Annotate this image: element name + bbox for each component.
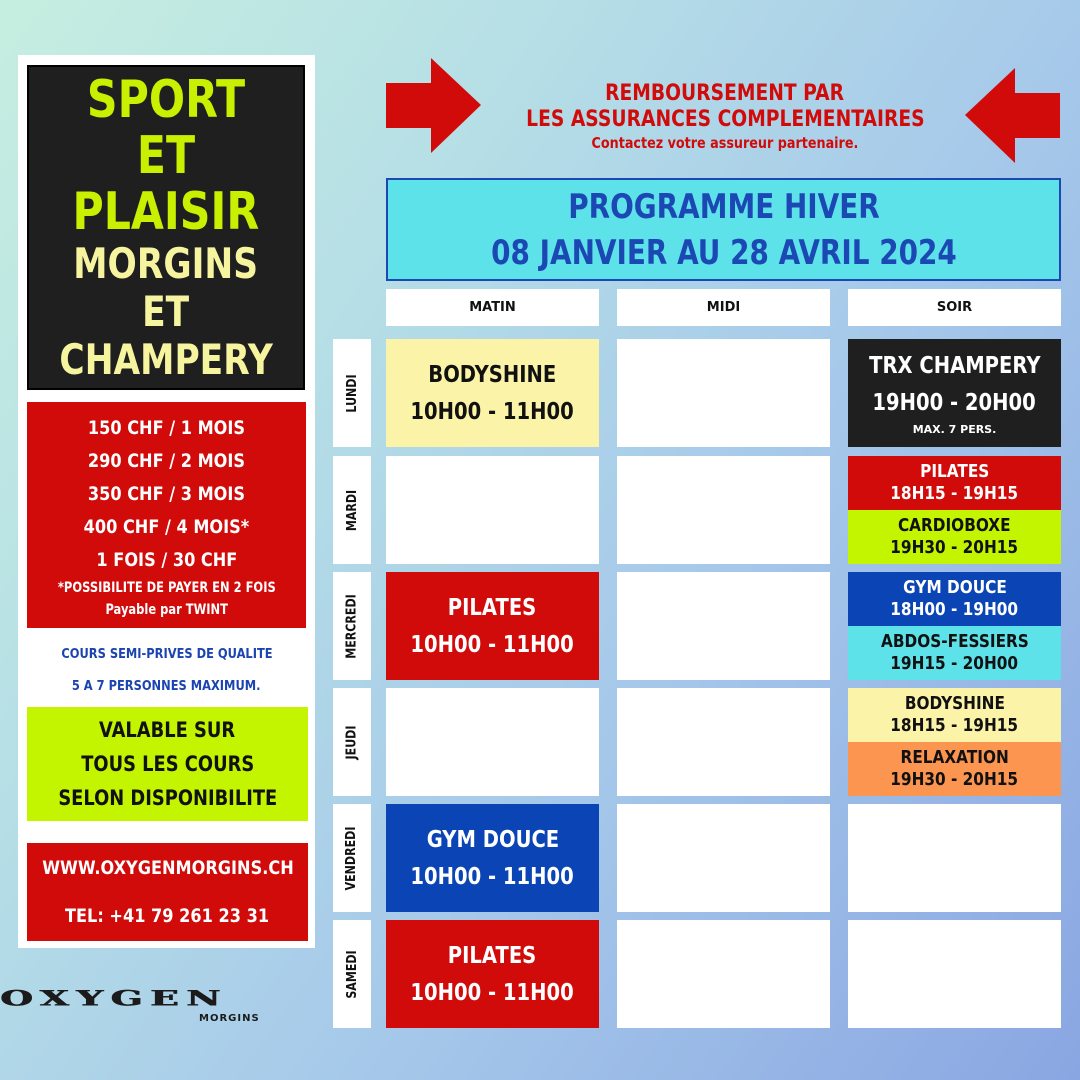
price-item: 400 CHF / 4 MOIS* (83, 516, 250, 538)
oxygen-logo (0, 985, 308, 1027)
empty-slot (848, 804, 1061, 912)
empty-slot (617, 456, 830, 564)
class-time: 18H15 - 19H15 (890, 715, 1019, 736)
class-mardi-soir-pilates[interactable] (848, 456, 1061, 510)
class-time: 10H00 - 11H00 (410, 980, 575, 1006)
class-time: 18H15 - 19H15 (890, 483, 1019, 504)
website-link[interactable]: WWW.OXYGENMORGINS.CH (41, 857, 294, 879)
class-name: BODYSHINE (904, 693, 1005, 714)
empty-slot (386, 456, 599, 564)
day-label-lundi (333, 339, 371, 447)
empty-slot (386, 688, 599, 796)
price-note: Payable par TWINT (105, 602, 228, 618)
reimbursement-contact: Contactez votre assureur partenaire. (591, 134, 859, 152)
price-item: 1 FOIS / 30 CHF (96, 549, 237, 571)
arrow-right-icon (386, 58, 481, 153)
day-label-text: VENDREDI (344, 826, 360, 890)
price-item: 150 CHF / 1 MOIS (87, 417, 246, 439)
class-mercredi-soir-abdos[interactable] (848, 626, 1061, 680)
day-label-mercredi (333, 572, 371, 680)
programme-title: PROGRAMME HIVER (567, 186, 880, 227)
column-header-soir: SOIR (848, 289, 1061, 326)
class-name: BODYSHINE (428, 362, 557, 388)
semi-private-line: COURS SEMI-PRIVES DE QUALITE (60, 647, 273, 662)
programme-dates: 08 JANVIER AU 28 AVRIL 2024 (490, 232, 957, 273)
class-time: 19H15 - 20H00 (890, 653, 1019, 674)
title-line: SPORT ET (86, 69, 246, 186)
price-item: 350 CHF / 3 MOIS (87, 483, 246, 505)
title-line: ET (142, 286, 190, 336)
semi-private-line: 5 A 7 PERSONNES MAXIMUM. (72, 679, 261, 694)
class-name: PILATES (448, 595, 537, 621)
valable-box (27, 707, 308, 821)
day-label-text: LUNDI (344, 373, 360, 413)
class-name: PILATES (919, 461, 990, 482)
semi-private-info (27, 638, 306, 704)
empty-slot (848, 920, 1061, 1028)
column-header-midi: MIDI (617, 289, 830, 326)
day-label-text: MERCREDI (344, 593, 360, 659)
empty-slot (617, 339, 830, 447)
class-time: 19H30 - 20H15 (890, 537, 1019, 558)
class-mardi-soir-cardioboxe[interactable] (848, 510, 1061, 564)
class-name: GYM DOUCE (902, 577, 1007, 598)
class-time: 10H00 - 11H00 (410, 864, 575, 890)
class-name: ABDOS-FESSIERS (880, 631, 1029, 652)
day-label-text: MARDI (344, 489, 360, 531)
class-time: 10H00 - 11H00 (410, 399, 575, 425)
class-samedi-matin[interactable] (386, 920, 599, 1028)
class-note: MAX. 7 PERS. (912, 423, 997, 436)
reimbursement-line: REMBOURSEMENT PAR (605, 81, 845, 106)
arrow-left-icon (965, 68, 1060, 163)
valable-line: TOUS LES COURS (81, 752, 254, 776)
class-vendredi-matin[interactable] (386, 804, 599, 912)
class-time: 10H00 - 11H00 (410, 632, 575, 658)
class-mercredi-matin[interactable] (386, 572, 599, 680)
title-line: PLAISIR (72, 181, 260, 242)
class-jeudi-soir-bodyshine[interactable] (848, 688, 1061, 742)
title-line: CHAMPERY (59, 334, 273, 384)
valable-line: SELON DISPONIBILITE (58, 786, 277, 810)
day-label-text: SAMEDI (344, 949, 360, 999)
price-note: *POSSIBILITE DE PAYER EN 2 FOIS (57, 580, 276, 596)
column-header-matin: MATIN (386, 289, 599, 326)
class-lundi-matin[interactable] (386, 339, 599, 447)
valable-line: VALABLE SUR (99, 718, 236, 742)
price-item: 290 CHF / 2 MOIS (87, 450, 246, 472)
class-lundi-soir[interactable] (848, 339, 1061, 447)
empty-slot (617, 804, 830, 912)
reimbursement-line: LES ASSURANCES COMPLEMENTAIRES (525, 107, 925, 132)
day-label-jeudi (333, 688, 371, 796)
class-name: PILATES (448, 943, 537, 969)
day-label-samedi (333, 920, 371, 1028)
class-jeudi-soir-relaxation[interactable] (848, 742, 1061, 796)
class-mercredi-soir-gym-douce[interactable] (848, 572, 1061, 626)
day-label-text: JEUDI (344, 725, 360, 759)
class-name: GYM DOUCE (426, 827, 559, 853)
reimbursement-notice (490, 78, 960, 156)
empty-slot (617, 688, 830, 796)
day-label-mardi (333, 456, 371, 564)
programme-banner (386, 178, 1061, 281)
class-name: CARDIOBOXE (898, 515, 1011, 536)
pricing-box (27, 402, 306, 628)
class-name: RELAXATION (900, 747, 1009, 768)
contact-box (27, 843, 308, 941)
class-name: TRX CHAMPERY (868, 353, 1041, 379)
title-box (27, 65, 305, 390)
title-line: MORGINS (73, 238, 259, 288)
logo-sub: MORGINS (199, 1013, 260, 1024)
logo-name: OXYGEN (0, 986, 228, 1011)
phone-number[interactable]: TEL: +41 79 261 23 31 (65, 905, 270, 927)
empty-slot (617, 920, 830, 1028)
day-label-vendredi (333, 804, 371, 912)
class-time: 19H30 - 20H15 (890, 769, 1019, 790)
empty-slot (617, 572, 830, 680)
class-time: 19H00 - 20H00 (872, 390, 1037, 416)
class-time: 18H00 - 19H00 (890, 599, 1019, 620)
